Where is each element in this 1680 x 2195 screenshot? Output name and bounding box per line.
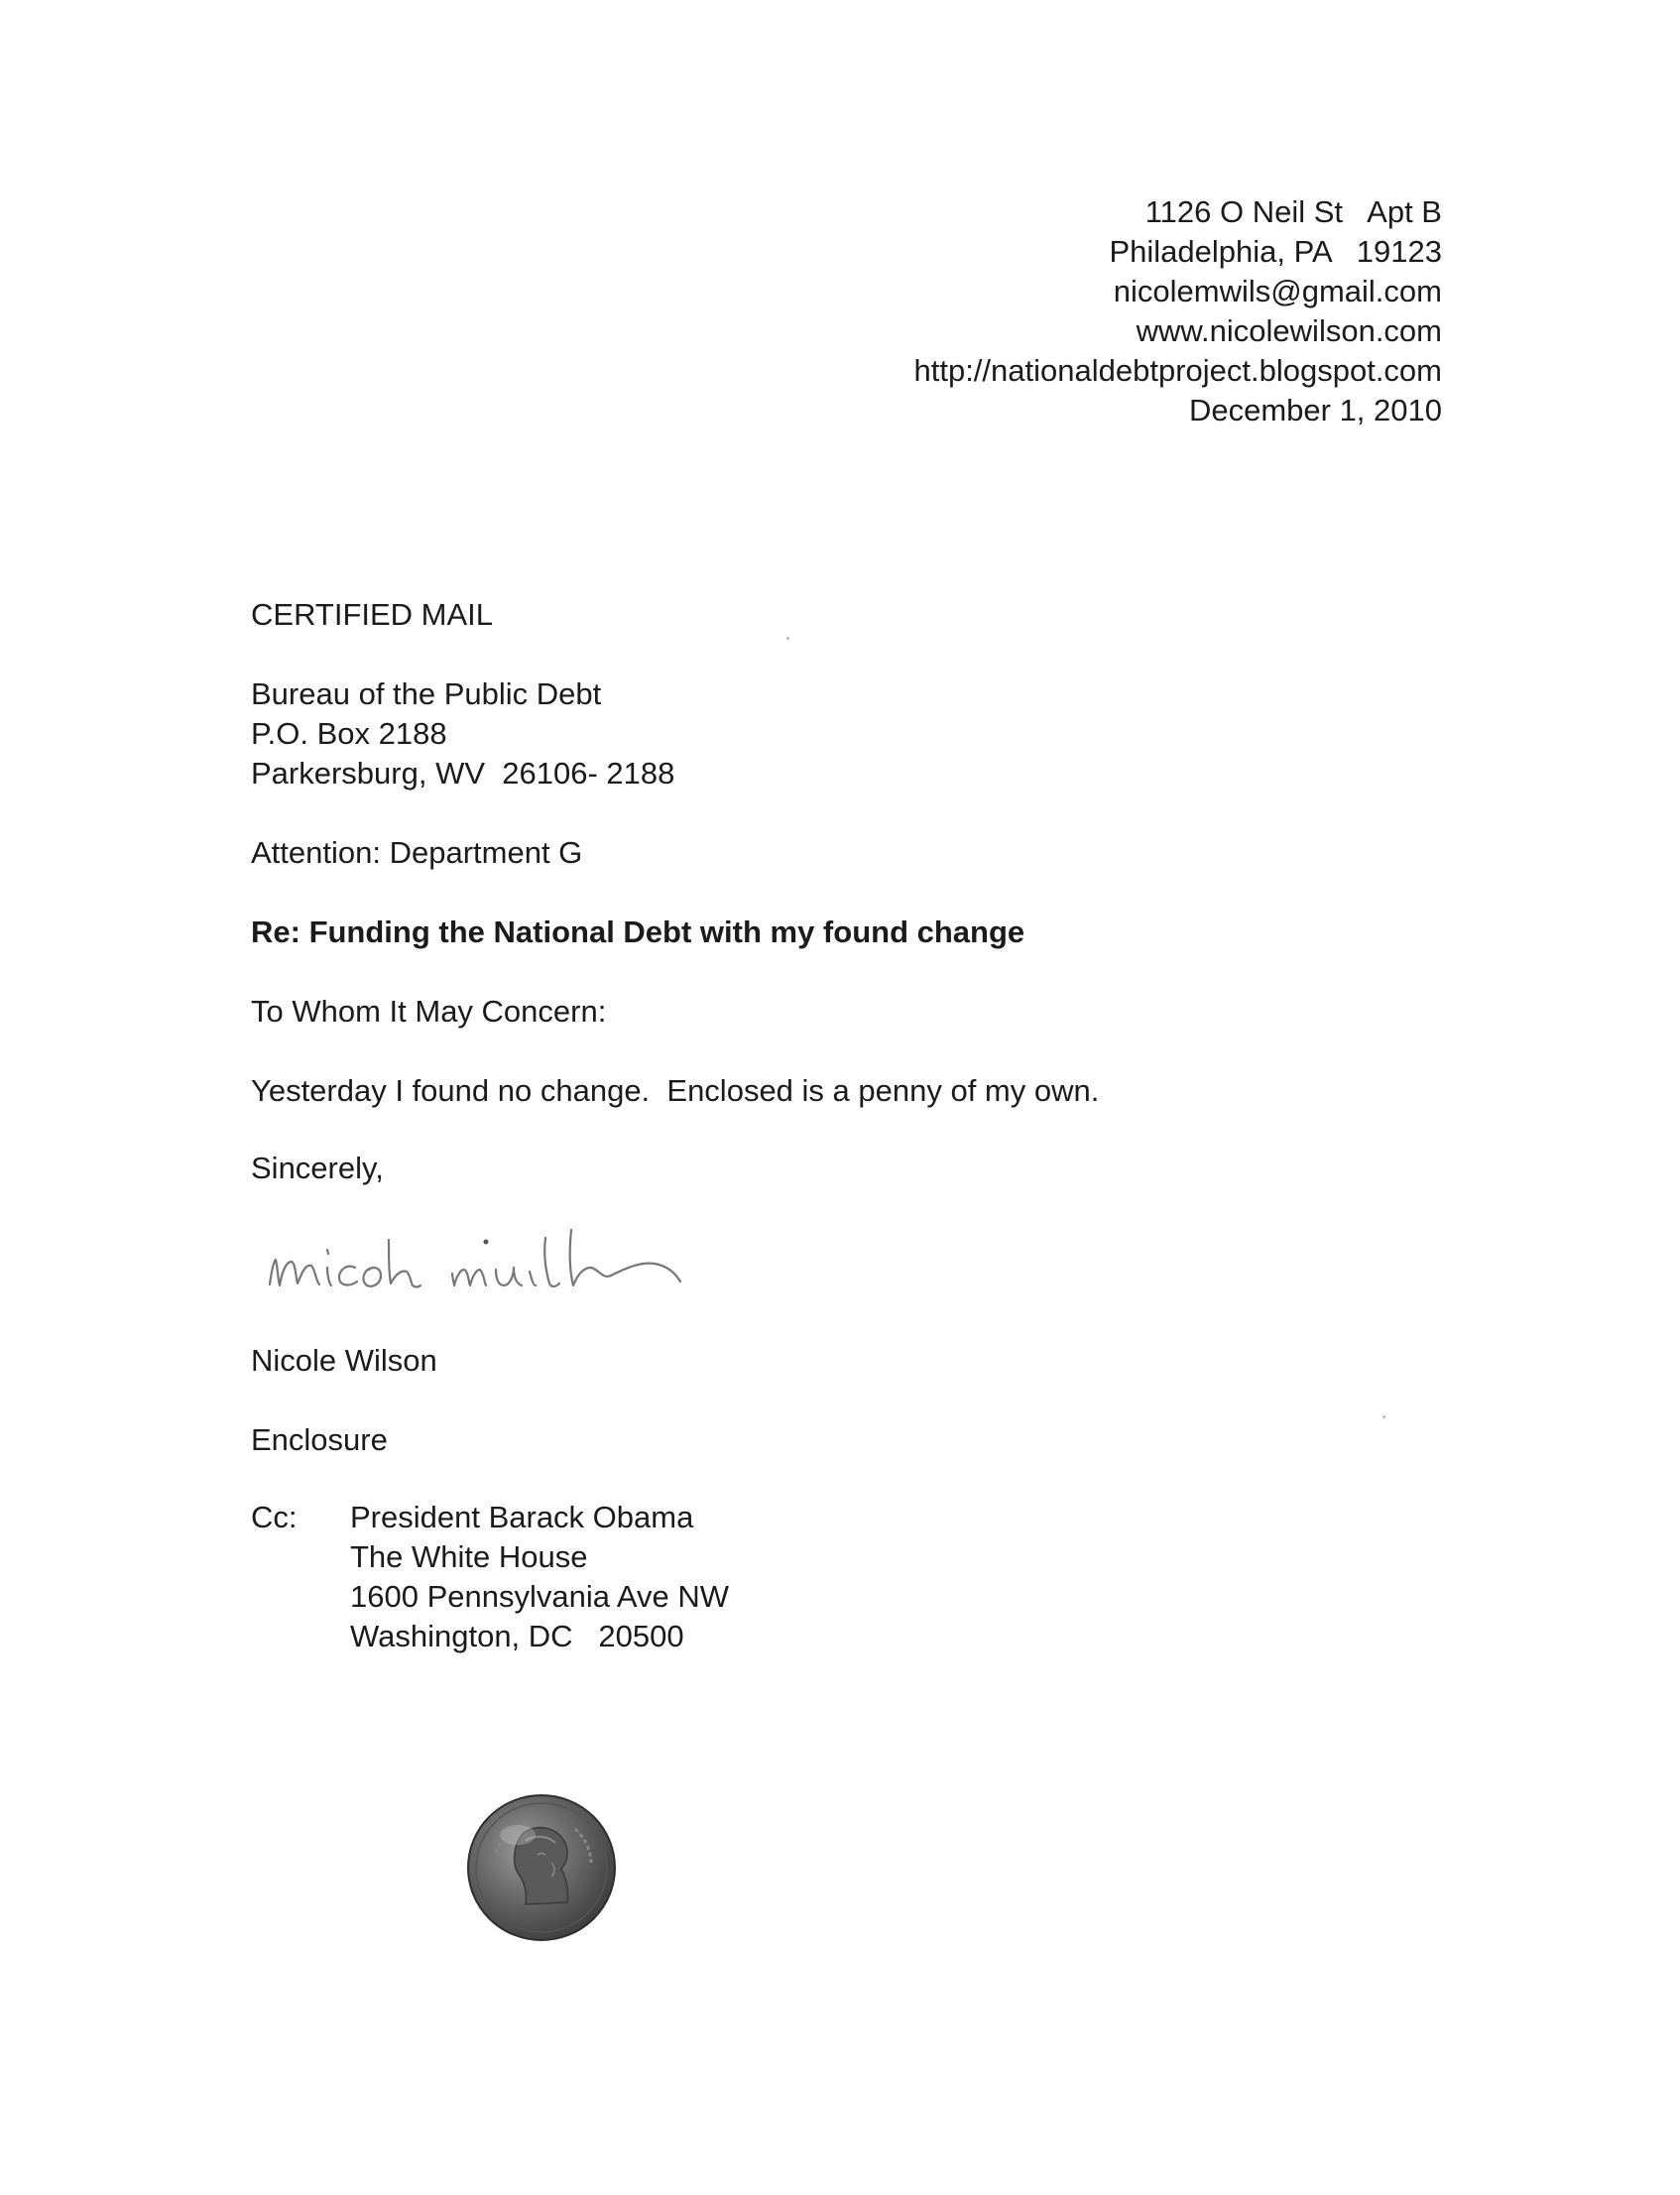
closing: Sincerely,	[251, 1151, 384, 1185]
sender-city: Philadelphia, PA 19123	[1109, 234, 1442, 269]
cc-address-block	[350, 1498, 729, 1656]
sender-website: www.nicolewilson.com	[1136, 313, 1442, 348]
recipient-name: Bureau of the Public Debt	[251, 676, 602, 711]
subject-line: Re: Funding the National Debt with my found change	[251, 915, 1025, 949]
letter-date: December 1, 2010	[1188, 393, 1442, 427]
sender-address-block	[913, 192, 1442, 430]
recipient-po-box: P.O. Box 2188	[251, 716, 447, 751]
enclosure-label: Enclosure	[251, 1422, 388, 1457]
paper-speck	[1382, 1415, 1385, 1418]
body-text: Yesterday I found no change. Enclosed is a penny of my own.	[251, 1073, 1100, 1108]
cc-label: Cc:	[251, 1500, 298, 1534]
sender-street: 1126 O Neil St Apt B	[1144, 194, 1442, 229]
sender-blog: http://nationaldebtproject.blogspot.com	[913, 353, 1442, 388]
cc-name: President Barack Obama	[350, 1500, 694, 1534]
penny-coin-icon	[466, 1793, 617, 1942]
recipient-city: Parkersburg, WV 26106- 2188	[251, 756, 675, 791]
cc-organization: The White House	[350, 1539, 588, 1574]
cc-city: Washington, DC 20500	[350, 1619, 684, 1653]
salutation: To Whom It May Concern:	[251, 994, 607, 1029]
signer-name: Nicole Wilson	[251, 1343, 437, 1378]
sender-email: nicolemwils@gmail.com	[1113, 274, 1442, 308]
paper-speck	[786, 637, 789, 640]
mail-type: CERTIFIED MAIL	[251, 597, 494, 632]
cc-street: 1600 Pennsylvania Ave NW	[350, 1579, 729, 1614]
handwritten-signature-icon	[258, 1190, 734, 1319]
attention-line: Attention: Department G	[251, 835, 583, 870]
